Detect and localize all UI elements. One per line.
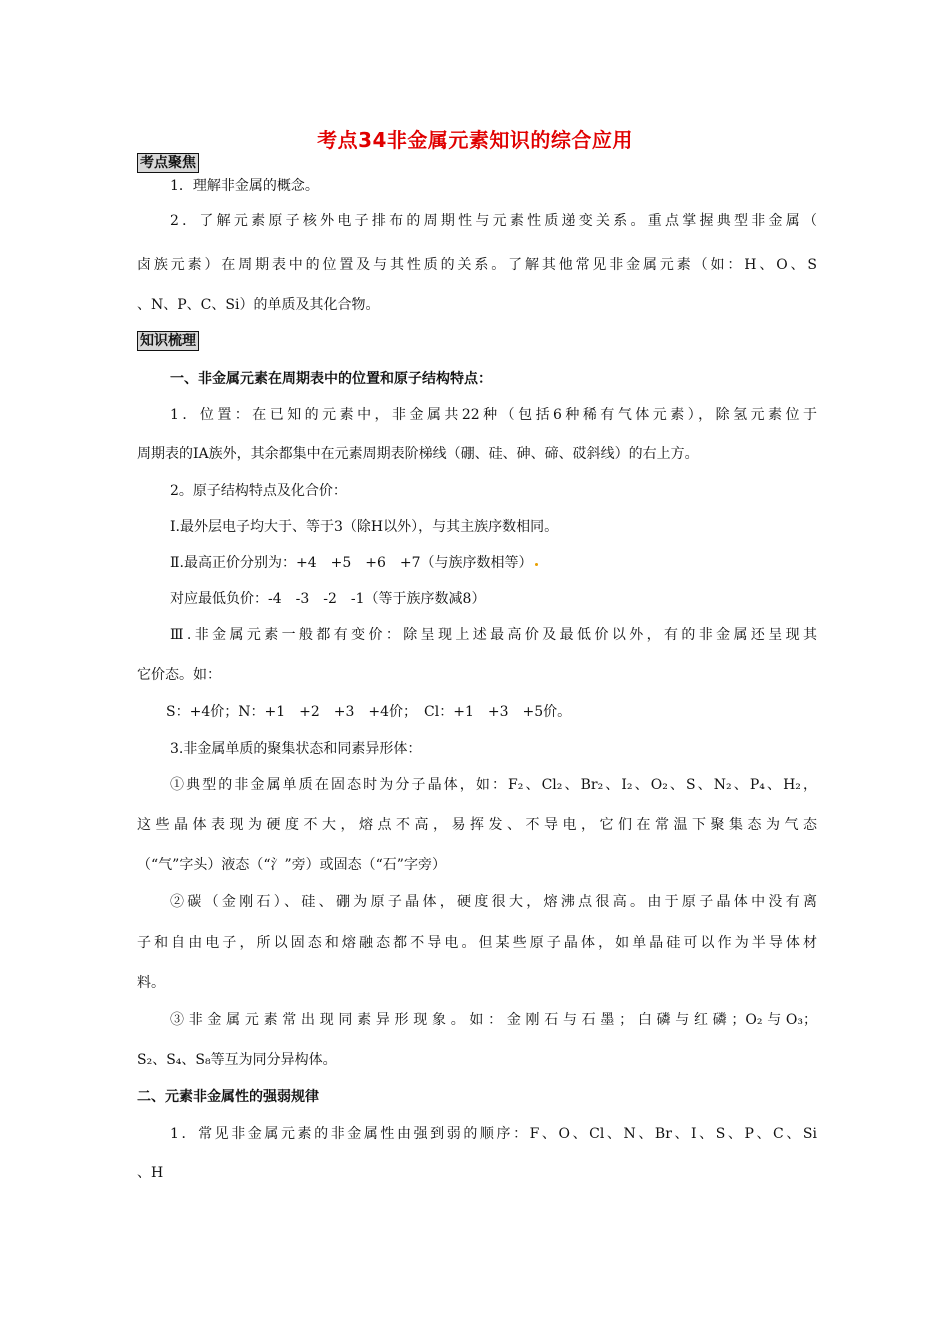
paragraph-line: 2。原子结构特点及化合价：	[170, 483, 347, 499]
paragraph-line: 1．理解非金属的概念。	[170, 178, 319, 194]
paragraph-line: 料。	[137, 975, 165, 991]
paragraph-line: 卤族元素）在周期表中的位置及与其性质的关系。了解其他常见非金属元素（如：H、O、S	[137, 257, 817, 273]
paragraph-line: 1．位置：在已知的元素中，非金属共22种（包括6种稀有气体元素），除氢元素位于	[170, 407, 817, 423]
paragraph-line: 1．常见非金属元素的非金属性由强到弱的顺序：F、O、Cl、N、Br、I、S、P、C、Si	[170, 1126, 817, 1142]
subsection-title-2: 二、元素非金属性的强弱规律	[137, 1089, 319, 1105]
paragraph-line: 2．了解元素原子核外电子排布的周期性与元素性质递变关系。重点掌握典型非金属（	[170, 213, 817, 229]
paragraph-line: S：+4价；N：+1 +2 +3 +4价； Cl：+1 +3 +5价。	[166, 704, 572, 720]
paragraph-line: 对应最低负价：-4 -3 -2 -1（等于族序数减8）	[170, 591, 486, 607]
paragraph-line: ②碳（金刚石）、硅、硼为原子晶体，硬度很大，熔沸点很高。由于原子晶体中没有离	[170, 894, 817, 910]
paragraph-line: Ⅰ.最外层电子均大于、等于3（除H以外），与其主族序数相同。	[170, 519, 559, 535]
section-heading-focus: 考点聚焦	[137, 153, 199, 173]
paragraph-line: Ⅲ.非金属元素一般都有变价：除呈现上述最高价及最低价以外，有的非金属还呈现其	[170, 627, 817, 643]
mark-dot	[535, 563, 538, 566]
paragraph-line: 这些晶体表现为硬度不大，熔点不高，易挥发、不导电，它们在常温下聚集态为气态	[137, 817, 817, 833]
section-heading-review: 知识梳理	[137, 331, 199, 351]
paragraph-line: 周期表的ⅠA族外，其余都集中在元素周期表阶梯线（硼、硅、砷、碲、砹斜线）的右上方。	[137, 446, 699, 462]
paragraph-line: ①典型的非金属单质在固态时为分子晶体，如：F₂、Cl₂、Br₂、I₂、O₂、S、N₂、P₄、H₂，	[170, 777, 817, 793]
paragraph-line	[170, 553, 820, 573]
paragraph-line: 、N、P、C、Si）的单质及其化合物。	[137, 297, 380, 313]
paragraph-line: 它价态。如：	[137, 667, 221, 683]
paragraph-line: ③非金属元素常出现同素异形现象。如：金刚石与石墨；白磷与红磷；O₂与O₃；	[170, 1012, 817, 1028]
paragraph-line: S₂、S₄、S₈等互为同分异构体。	[137, 1052, 337, 1068]
valence-text: Ⅱ.最高正价分别为：+4 +5 +6 +7（与族序数相等）	[170, 555, 533, 571]
paragraph-line: 、H	[137, 1165, 164, 1181]
paragraph-line: （“气”字头）液态（“氵”旁）或固态（“石”字旁）	[137, 857, 446, 873]
paragraph-line: 子和自由电子，所以固态和熔融态都不导电。但某些原子晶体，如单晶硅可以作为半导体材	[137, 935, 817, 951]
subsection-title-1: 一、非金属元素在周期表中的位置和原子结构特点：	[170, 371, 492, 387]
page-title: 考点34非金属元素知识的综合应用	[317, 128, 633, 152]
paragraph-line: 3.非金属单质的聚集状态和同素异形体：	[170, 741, 422, 757]
